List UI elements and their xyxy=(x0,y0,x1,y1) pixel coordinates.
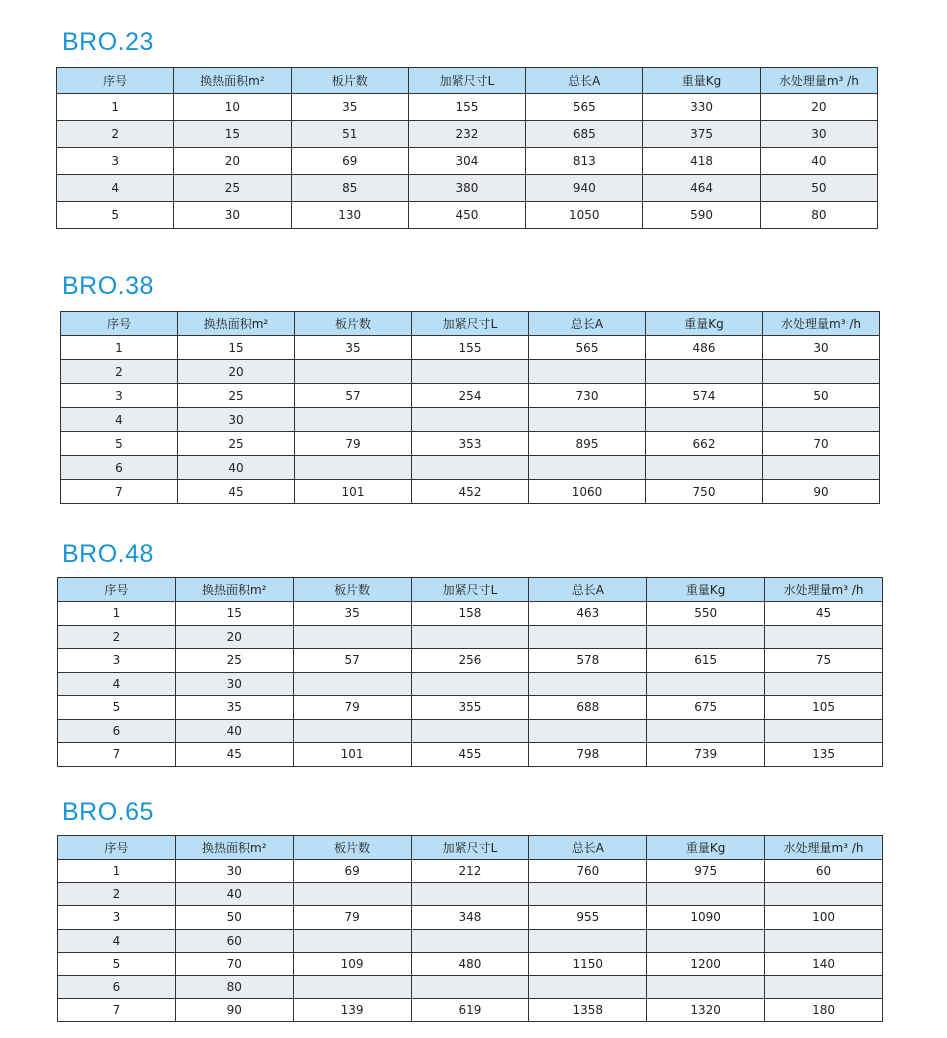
table-cell xyxy=(529,625,647,649)
table-cell: 212 xyxy=(411,860,529,883)
table-cell: 130 xyxy=(291,202,408,229)
table-cell xyxy=(647,975,765,998)
table-cell: 40 xyxy=(760,148,877,175)
table-cell: 1 xyxy=(57,94,174,121)
table-cell: 51 xyxy=(291,121,408,148)
column-header: 重量Kg xyxy=(646,312,763,336)
table-cell: 80 xyxy=(175,975,293,998)
table-cell: 7 xyxy=(58,743,176,767)
table-cell: 15 xyxy=(174,121,291,148)
column-header: 总长A xyxy=(529,312,646,336)
table-cell: 30 xyxy=(178,408,295,432)
table-cell: 80 xyxy=(760,202,877,229)
spec-table xyxy=(57,835,883,1022)
table-row xyxy=(58,906,883,929)
table-cell: 79 xyxy=(295,432,412,456)
table-cell: 955 xyxy=(529,906,647,929)
table-cell: 79 xyxy=(293,696,411,720)
table-row xyxy=(58,952,883,975)
table-row xyxy=(57,202,878,229)
table-cell: 895 xyxy=(529,432,646,456)
table-row xyxy=(58,929,883,952)
table-row xyxy=(58,883,883,906)
column-header: 序号 xyxy=(58,836,176,860)
table-cell xyxy=(765,625,883,649)
table-cell xyxy=(411,719,529,743)
column-header: 重量Kg xyxy=(647,578,765,602)
table-cell xyxy=(646,360,763,384)
table-cell: 155 xyxy=(412,336,529,360)
table-cell: 40 xyxy=(178,456,295,480)
column-header: 总长A xyxy=(526,68,643,94)
table-cell: 730 xyxy=(529,384,646,408)
table-cell: 90 xyxy=(763,480,880,504)
table-row xyxy=(58,602,883,626)
table-row xyxy=(58,649,883,673)
table-cell: 2 xyxy=(58,625,176,649)
table-cell xyxy=(293,719,411,743)
table-cell xyxy=(647,672,765,696)
table-cell xyxy=(763,408,880,432)
table-cell: 140 xyxy=(765,952,883,975)
table-cell: 50 xyxy=(760,175,877,202)
table-cell: 480 xyxy=(411,952,529,975)
table-cell xyxy=(411,625,529,649)
column-header: 总长A xyxy=(529,578,647,602)
table-cell: 813 xyxy=(526,148,643,175)
table-cell: 1 xyxy=(58,860,176,883)
column-header: 总长A xyxy=(529,836,647,860)
table-cell xyxy=(411,975,529,998)
column-header: 换热面积m² xyxy=(175,578,293,602)
table-cell xyxy=(293,975,411,998)
table-cell xyxy=(765,929,883,952)
table-cell xyxy=(412,360,529,384)
column-header: 板片数 xyxy=(293,578,411,602)
table-cell: 69 xyxy=(293,860,411,883)
table-cell: 5 xyxy=(61,432,178,456)
column-header: 加紧尺寸L xyxy=(411,836,529,860)
table-cell: 1 xyxy=(58,602,176,626)
column-header: 加紧尺寸L xyxy=(412,312,529,336)
column-header: 重量Kg xyxy=(643,68,760,94)
table-cell: 20 xyxy=(174,148,291,175)
table-row xyxy=(61,408,880,432)
table-cell: 4 xyxy=(58,929,176,952)
table-cell: 348 xyxy=(411,906,529,929)
table-cell: 4 xyxy=(58,672,176,696)
table-cell: 135 xyxy=(765,743,883,767)
table-cell: 6 xyxy=(58,975,176,998)
table-cell: 101 xyxy=(295,480,412,504)
table-cell: 975 xyxy=(647,860,765,883)
table-cell: 1090 xyxy=(647,906,765,929)
table-cell: 45 xyxy=(765,602,883,626)
table-cell: 70 xyxy=(763,432,880,456)
column-header: 重量Kg xyxy=(647,836,765,860)
table-cell: 3 xyxy=(61,384,178,408)
table-cell: 35 xyxy=(175,696,293,720)
table-cell xyxy=(411,672,529,696)
table-cell: 565 xyxy=(529,336,646,360)
table-row xyxy=(61,480,880,504)
table-cell xyxy=(412,408,529,432)
table-cell: 25 xyxy=(174,175,291,202)
table-cell xyxy=(295,360,412,384)
table-title: BRO.48 xyxy=(62,540,154,568)
table-cell: 25 xyxy=(178,384,295,408)
column-header: 序号 xyxy=(61,312,178,336)
table-cell xyxy=(411,883,529,906)
table-cell: 418 xyxy=(643,148,760,175)
column-header: 序号 xyxy=(58,578,176,602)
table-title: BRO.65 xyxy=(62,798,154,826)
table-row xyxy=(61,336,880,360)
table-cell: 45 xyxy=(175,743,293,767)
table-cell xyxy=(529,975,647,998)
table-row xyxy=(61,432,880,456)
table-header-row xyxy=(61,312,880,336)
table-cell: 5 xyxy=(58,696,176,720)
table-cell: 6 xyxy=(58,719,176,743)
spec-table xyxy=(56,67,878,229)
table-cell: 50 xyxy=(763,384,880,408)
table-cell: 375 xyxy=(643,121,760,148)
table-cell: 7 xyxy=(61,480,178,504)
table-row xyxy=(58,975,883,998)
table-cell: 15 xyxy=(175,602,293,626)
table-cell xyxy=(293,929,411,952)
column-header: 加紧尺寸L xyxy=(411,578,529,602)
table-cell xyxy=(763,360,880,384)
table-cell: 688 xyxy=(529,696,647,720)
table-cell: 452 xyxy=(412,480,529,504)
table-cell: 60 xyxy=(175,929,293,952)
column-header: 换热面积m² xyxy=(174,68,291,94)
table-row xyxy=(57,121,878,148)
table-cell: 35 xyxy=(291,94,408,121)
table-header-row xyxy=(58,836,883,860)
table-cell: 7 xyxy=(58,999,176,1022)
table-cell: 455 xyxy=(411,743,529,767)
table-cell: 574 xyxy=(646,384,763,408)
table-row xyxy=(58,860,883,883)
table-cell: 304 xyxy=(408,148,525,175)
table-cell xyxy=(295,408,412,432)
table-cell: 79 xyxy=(293,906,411,929)
table-cell: 5 xyxy=(58,952,176,975)
spec-table xyxy=(57,577,883,767)
table-cell: 2 xyxy=(61,360,178,384)
table-cell xyxy=(293,625,411,649)
table-cell: 69 xyxy=(291,148,408,175)
table-cell xyxy=(763,456,880,480)
table-cell xyxy=(529,929,647,952)
table-cell: 109 xyxy=(293,952,411,975)
table-cell: 6 xyxy=(61,456,178,480)
column-header: 换热面积m² xyxy=(175,836,293,860)
table-cell: 1320 xyxy=(647,999,765,1022)
table-cell: 85 xyxy=(291,175,408,202)
column-header: 水处理量m³ /h xyxy=(763,312,880,336)
table-cell xyxy=(646,456,763,480)
table-cell: 30 xyxy=(175,860,293,883)
column-header: 水处理量m³ /h xyxy=(765,578,883,602)
table-cell: 25 xyxy=(178,432,295,456)
table-cell: 50 xyxy=(175,906,293,929)
table-cell: 565 xyxy=(526,94,643,121)
table-row xyxy=(58,999,883,1022)
table-cell: 2 xyxy=(57,121,174,148)
table-cell: 20 xyxy=(178,360,295,384)
table-row xyxy=(58,625,883,649)
table-cell: 3 xyxy=(58,906,176,929)
table-cell: 619 xyxy=(411,999,529,1022)
table-cell: 30 xyxy=(175,672,293,696)
table-cell: 615 xyxy=(647,649,765,673)
table-cell xyxy=(412,456,529,480)
table-row xyxy=(57,148,878,175)
table-cell: 355 xyxy=(411,696,529,720)
table-cell: 30 xyxy=(763,336,880,360)
table-row xyxy=(58,672,883,696)
table-cell: 550 xyxy=(647,602,765,626)
table-cell: 940 xyxy=(526,175,643,202)
table-cell: 760 xyxy=(529,860,647,883)
table-cell xyxy=(647,625,765,649)
table-cell: 90 xyxy=(175,999,293,1022)
table-cell: 15 xyxy=(178,336,295,360)
table-cell: 45 xyxy=(178,480,295,504)
table-cell xyxy=(529,456,646,480)
table-cell xyxy=(647,929,765,952)
table-header-row xyxy=(57,68,878,94)
table-cell: 70 xyxy=(175,952,293,975)
table-row xyxy=(58,719,883,743)
table-cell: 30 xyxy=(760,121,877,148)
table-cell xyxy=(765,883,883,906)
table-cell: 40 xyxy=(175,883,293,906)
table-cell: 739 xyxy=(647,743,765,767)
table-cell xyxy=(293,672,411,696)
table-cell xyxy=(647,719,765,743)
table-title: BRO.38 xyxy=(62,272,154,300)
table-cell xyxy=(765,719,883,743)
table-cell xyxy=(411,929,529,952)
table-cell xyxy=(529,883,647,906)
column-header: 水处理量m³ /h xyxy=(760,68,877,94)
table-cell: 101 xyxy=(293,743,411,767)
table-row xyxy=(58,743,883,767)
table-cell: 3 xyxy=(57,148,174,175)
table-cell xyxy=(529,360,646,384)
table-header-row xyxy=(58,578,883,602)
column-header: 板片数 xyxy=(293,836,411,860)
column-header: 序号 xyxy=(57,68,174,94)
table-cell xyxy=(647,883,765,906)
table-cell: 1200 xyxy=(647,952,765,975)
table-cell: 798 xyxy=(529,743,647,767)
table-cell: 380 xyxy=(408,175,525,202)
table-cell: 158 xyxy=(411,602,529,626)
column-header: 板片数 xyxy=(295,312,412,336)
table-cell: 4 xyxy=(57,175,174,202)
table-row xyxy=(61,360,880,384)
table-cell: 30 xyxy=(174,202,291,229)
table-row xyxy=(58,696,883,720)
table-cell: 20 xyxy=(175,625,293,649)
table-cell: 155 xyxy=(408,94,525,121)
table-cell: 353 xyxy=(412,432,529,456)
table-cell xyxy=(295,456,412,480)
table-row xyxy=(61,384,880,408)
table-cell: 3 xyxy=(58,649,176,673)
table-row xyxy=(57,175,878,202)
table-cell: 450 xyxy=(408,202,525,229)
table-cell xyxy=(765,672,883,696)
table-cell: 486 xyxy=(646,336,763,360)
table-cell: 254 xyxy=(412,384,529,408)
table-cell: 4 xyxy=(61,408,178,432)
table-cell: 35 xyxy=(293,602,411,626)
table-cell: 463 xyxy=(529,602,647,626)
table-cell: 330 xyxy=(643,94,760,121)
table-cell: 105 xyxy=(765,696,883,720)
table-cell: 750 xyxy=(646,480,763,504)
table-cell: 10 xyxy=(174,94,291,121)
table-cell: 180 xyxy=(765,999,883,1022)
table-cell xyxy=(529,719,647,743)
table-cell: 20 xyxy=(760,94,877,121)
table-cell: 590 xyxy=(643,202,760,229)
table-cell: 1150 xyxy=(529,952,647,975)
table-cell: 57 xyxy=(293,649,411,673)
column-header: 加紧尺寸L xyxy=(408,68,525,94)
table-cell: 57 xyxy=(295,384,412,408)
table-cell: 675 xyxy=(647,696,765,720)
table-cell: 1358 xyxy=(529,999,647,1022)
table-cell: 5 xyxy=(57,202,174,229)
column-header: 换热面积m² xyxy=(178,312,295,336)
column-header: 板片数 xyxy=(291,68,408,94)
table-cell: 232 xyxy=(408,121,525,148)
table-cell: 662 xyxy=(646,432,763,456)
table-cell xyxy=(293,883,411,906)
table-cell xyxy=(529,672,647,696)
table-cell: 139 xyxy=(293,999,411,1022)
table-cell: 256 xyxy=(411,649,529,673)
table-cell xyxy=(529,408,646,432)
table-cell: 578 xyxy=(529,649,647,673)
table-cell: 25 xyxy=(175,649,293,673)
table-cell: 35 xyxy=(295,336,412,360)
table-row xyxy=(57,94,878,121)
table-cell: 685 xyxy=(526,121,643,148)
table-row xyxy=(61,456,880,480)
table-title: BRO.23 xyxy=(62,28,154,56)
table-cell xyxy=(646,408,763,432)
table-cell xyxy=(765,975,883,998)
table-cell: 1060 xyxy=(529,480,646,504)
table-cell: 2 xyxy=(58,883,176,906)
table-cell: 1 xyxy=(61,336,178,360)
table-cell: 1050 xyxy=(526,202,643,229)
table-cell: 464 xyxy=(643,175,760,202)
table-cell: 40 xyxy=(175,719,293,743)
spec-table xyxy=(60,311,880,504)
column-header: 水处理量m³ /h xyxy=(765,836,883,860)
table-cell: 100 xyxy=(765,906,883,929)
table-cell: 60 xyxy=(765,860,883,883)
table-cell: 75 xyxy=(765,649,883,673)
